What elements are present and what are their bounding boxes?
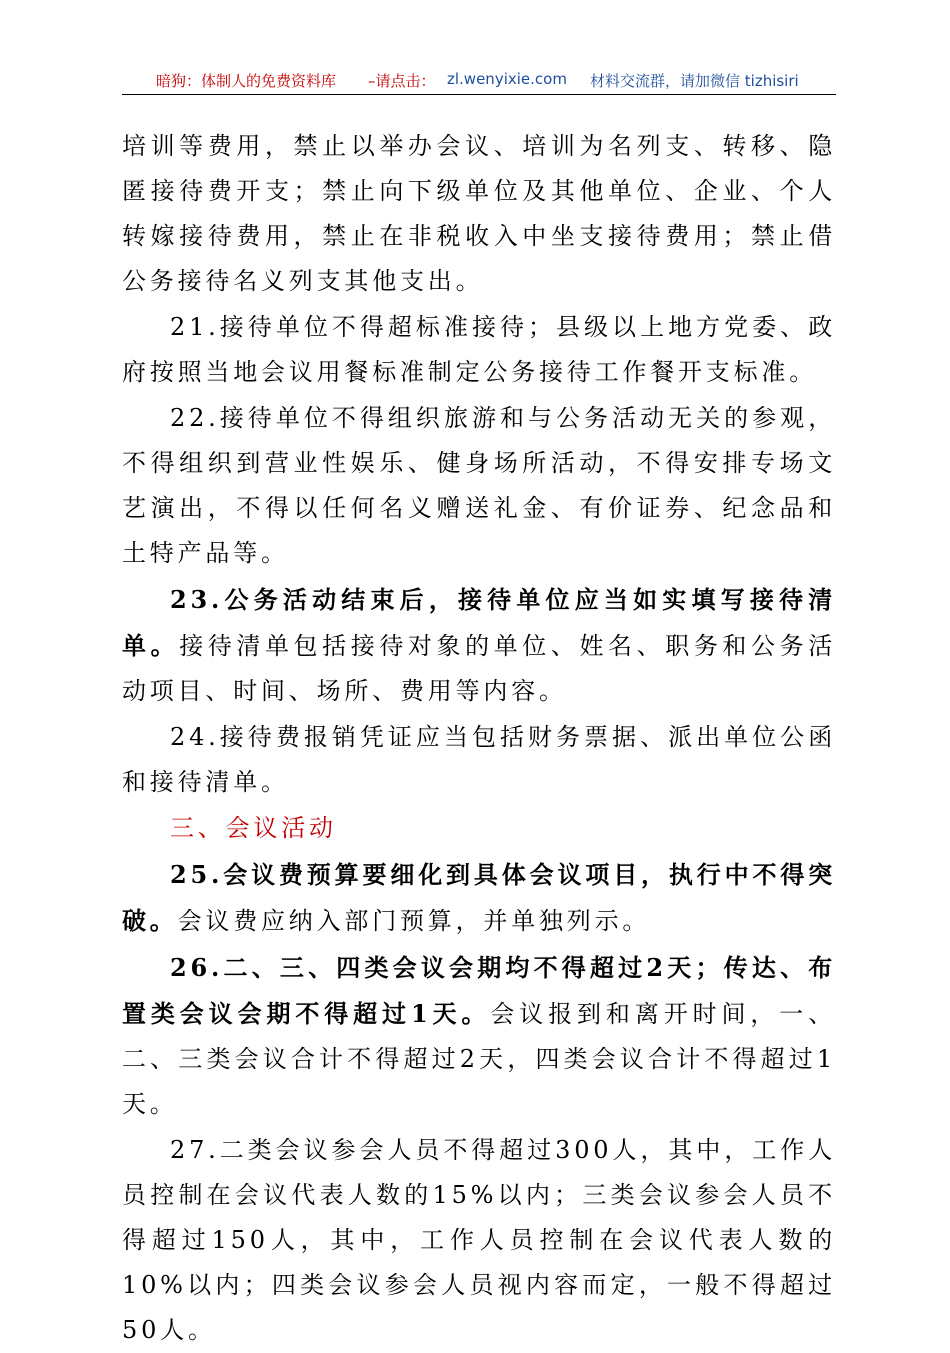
- paragraph-27: 27.二类会议参会人员不得超过300人，其中，工作人员控制在会议代表人数的15%以内；三类会议参会人员不得超过150人，其中，工作人员控制在会议代表人数的10%以内；四类会议参会人员视内容而定，一般不得超过50人。: [122, 1136, 836, 1344]
- paragraph-21: 21.接待单位不得超标准接待；县级以上地方党委、政府按照当地会议用餐标准制定公务接待工作餐开支标准。: [122, 313, 836, 386]
- paragraph-22: 22.接待单位不得组织旅游和与公务活动无关的参观，不得组织到营业性娱乐、健身场所活动，不得安排专场文艺演出，不得以任何名义赠送礼金、有价证券、纪念品和土特产品等。: [122, 404, 836, 567]
- paragraph-23-rest: 接待清单包括接待对象的单位、姓名、职务和公务活动项目、时间、场所、费用等内容。: [122, 632, 836, 705]
- document-body: [122, 124, 836, 1353]
- header-brand: 暗狗：体制人的免费资料库: [156, 72, 337, 90]
- paragraph-23: [122, 577, 836, 714]
- paragraph-25: [122, 852, 836, 944]
- header-group-text: 材料交流群，请加微信 tizhisiri: [590, 72, 799, 90]
- paragraph-24: 24.接待费报销凭证应当包括财务票据、派出单位公函和接待清单。: [122, 723, 836, 796]
- paragraph-26-lead: 26.二、三、四类会议会期均不得超过2天；传达、布置类会议会期不得超过1天。: [122, 953, 836, 1028]
- section-heading-meetings: 三、会议活动: [170, 814, 337, 842]
- paragraph-20-continued: 培训等费用，禁止以举办会议、培训为名列支、转移、隐匿接待费开支；禁止向下级单位及其他单位、企业、个人转嫁接待费用，禁止在非税收入中坐支接待费用；禁止借公务接待名义列支其他支出。: [122, 132, 836, 295]
- header-click-label: –请点击：: [368, 72, 436, 90]
- paragraph-26-rest: 会议报到和离开时间，一、二、三类会议合计不得超过2天，四类会议合计不得超过1天。: [122, 1000, 836, 1118]
- paragraph-26: [122, 945, 836, 1127]
- paragraph-25-lead: 25.会议费预算要细化到具体会议项目，执行中不得突破。: [122, 860, 836, 935]
- paragraph-25-rest: 会议费应纳入部门预算，并单独列示。: [177, 907, 651, 935]
- page-header: [122, 66, 836, 95]
- header-url-link[interactable]: zl.wenyixie.com: [447, 70, 567, 88]
- paragraph-23-lead: 23.公务活动结束后，接待单位应当如实填写接待清单。: [122, 585, 836, 660]
